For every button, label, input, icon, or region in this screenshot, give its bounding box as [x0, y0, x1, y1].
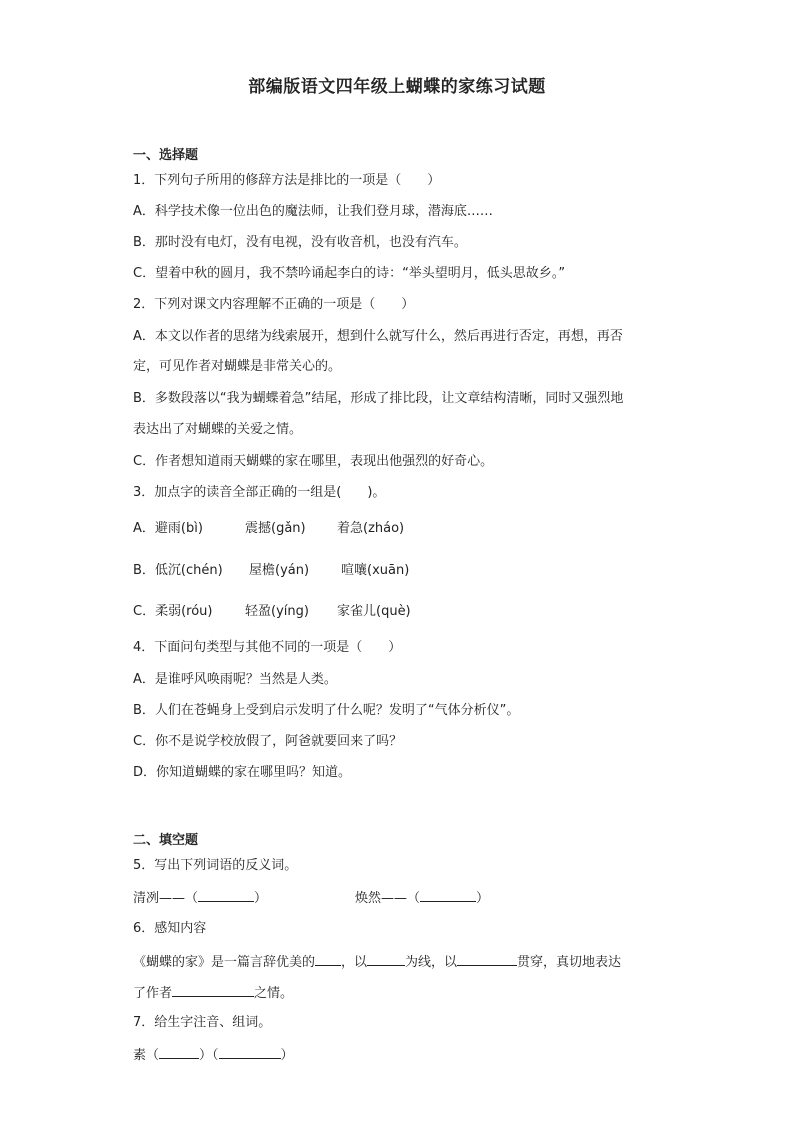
q3-a-item3: 着急(zháo): [337, 521, 405, 536]
question-3-option-b: [133, 562, 409, 580]
q6-text2: ，以: [341, 955, 368, 970]
question-6-stem: 6．感知内容: [133, 921, 207, 936]
question-2-option-c: C．作者想知道雨天蝴蝶的家在哪里，表现出他强烈的好奇心。: [133, 454, 494, 469]
question-5-stem: 5．写出下列词语的反义词。: [133, 858, 298, 873]
question-1-option-a: A．科学技术像一位出色的魔法师，让我们登月球，潜海底……: [133, 204, 493, 219]
q7-close: ）: [280, 1048, 294, 1063]
q5-word1: 清冽——（: [133, 891, 199, 906]
question-2-stem: 2．下列对课文内容理解不正确的一项是（ ）: [133, 297, 415, 312]
section-heading-fill: 二、填空题: [133, 833, 199, 848]
q6-text5: 了作者: [133, 986, 173, 1001]
q3-c-item2: 轻盈(yíng): [245, 604, 309, 619]
question-7-stem: 7．给生字注音、组词。: [133, 1015, 272, 1030]
question-3-stem: 3．加点字的读音全部正确的一组是( )。: [133, 485, 386, 500]
question-2-option-a-line2: 定，可见作者对蝴蝶是非常关心的。: [133, 359, 342, 374]
question-2-option-a-line1: A．本文以作者的思绪为线索展开，想到什么就写什么，然后再进行否定，再想，再否: [133, 329, 623, 344]
question-2-option-b-line2: 表达出了对蝴蝶的关爱之情。: [133, 422, 303, 437]
q5-blank2[interactable]: [420, 888, 476, 902]
q3-b-item1: B．低沉(chén): [133, 563, 223, 578]
q5-blank1[interactable]: [198, 888, 254, 902]
question-1-stem: 1．下列句子所用的修辞方法是排比的一项是（ ）: [133, 173, 441, 188]
q3-a-item2: 震撼(gǎn): [245, 521, 306, 536]
question-6-line1: [133, 952, 621, 972]
q6-text3: 为线，以: [405, 955, 458, 970]
q6-text1: 《蝴蝶的家》是一篇言辞优美的: [133, 955, 316, 970]
question-2-option-b-line1: B．多数段落以“我为蝴蝶着急”结尾，形成了排比段，让文章结构清晰，同时又强烈地: [133, 391, 624, 406]
section-heading-choice: 一、选择题: [133, 148, 199, 163]
q6-text4: 贯穿，真切地表达: [517, 955, 622, 970]
q5-close2: ）: [476, 891, 490, 906]
q6-blank3[interactable]: [457, 952, 517, 966]
question-4-option-d: D．你知道蝴蝶的家在哪里吗？知道。: [133, 765, 352, 780]
document-title: 部编版语文四年级上蝴蝶的家练习试题: [248, 77, 546, 97]
question-7-item: [133, 1045, 294, 1065]
question-4-stem: 4．下面问句类型与其他不同的一项是（ ）: [133, 640, 402, 655]
q7-blank-word[interactable]: [219, 1045, 281, 1059]
q7-char: 素（: [133, 1048, 160, 1063]
q6-blank2[interactable]: [367, 952, 405, 966]
q3-b-item3: 喧嚷(xuān): [341, 563, 410, 578]
q6-text6: 之情。: [254, 986, 294, 1001]
q3-c-item3: 家雀儿(què): [337, 604, 411, 619]
question-4-option-b: B．人们在苍蝇身上受到启示发明了什么呢？发明了“气体分析仪”。: [133, 703, 520, 718]
question-3-option-c: [133, 603, 411, 621]
q3-c-item1: C．柔弱(róu): [133, 604, 213, 619]
q7-blank-pinyin[interactable]: [159, 1045, 199, 1059]
q6-blank4[interactable]: [172, 983, 254, 997]
q7-mid: ）（: [199, 1048, 219, 1063]
question-6-line2: [133, 983, 293, 1003]
question-5-antonyms: [133, 888, 489, 908]
q6-blank1[interactable]: [315, 952, 341, 966]
question-1-option-b: B．那时没有电灯，没有电视，没有收音机，也没有汽车。: [133, 235, 467, 250]
question-3-option-a: [133, 520, 404, 538]
question-4-option-c: C．你不是说学校放假了，阿爸就要回来了吗？: [133, 734, 403, 749]
question-4-option-a: A．是谁呼风唤雨呢？当然是人类。: [133, 672, 337, 687]
question-1-option-c: C．望着中秋的圆月，我不禁吟诵起李白的诗：“举头望明月，低头思故乡。”: [133, 266, 566, 281]
q5-word2: 焕然——（: [355, 891, 421, 906]
q3-a-item1: A．避雨(bì): [133, 521, 203, 536]
q5-close1: ）: [254, 891, 268, 906]
q3-b-item2: 屋檐(yán): [249, 563, 310, 578]
